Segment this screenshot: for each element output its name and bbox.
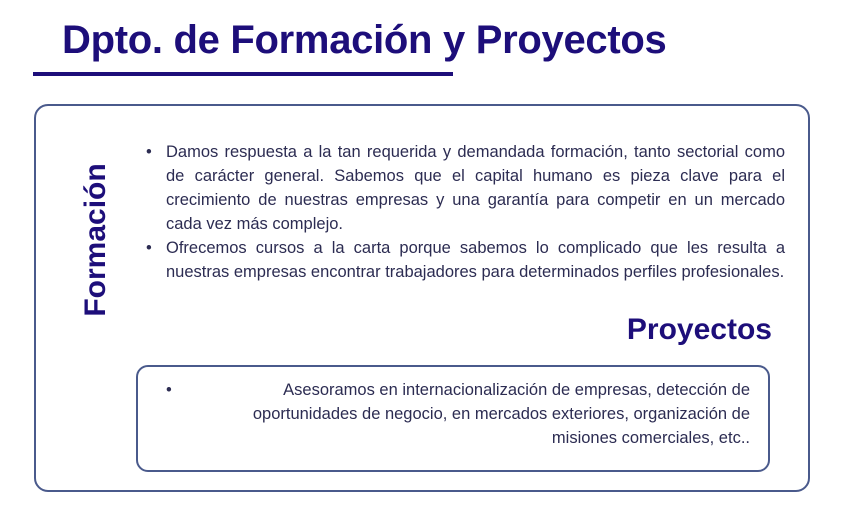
proyectos-list — [160, 378, 750, 450]
list-item — [140, 236, 785, 284]
list-item-text: Damos respuesta a la tan requerida y demandada formación, tanto sectorial como de carácter general. Sabemos que el capital humano es pieza clave para el crecimiento de nuestras empresas y una garantía para competir en un mercado cada vez más complejo. — [166, 143, 785, 233]
bullet-icon: • — [146, 239, 152, 257]
list-item-text: Asesoramos en internacionalización de empresas, detección de oportunidades de negocio, en mercados exteriores, organización de misiones comerciales, etc.. — [252, 381, 750, 447]
page-title: Dpto. de Formación y Proyectos — [62, 18, 667, 62]
list-item — [140, 140, 785, 236]
bullet-icon: • — [146, 143, 152, 161]
list-item — [160, 378, 750, 450]
proyectos-heading: Proyectos — [626, 313, 772, 346]
title-underline — [33, 72, 453, 76]
formacion-side-label: Formación — [79, 163, 112, 317]
bullet-icon: • — [166, 381, 172, 399]
list-item-text: Ofrecemos cursos a la carta porque sabemos lo complicado que les resulta a nuestras empresas encontrar trabajadores para determinados perfiles profesionales. — [166, 239, 785, 281]
formacion-list — [140, 140, 785, 284]
